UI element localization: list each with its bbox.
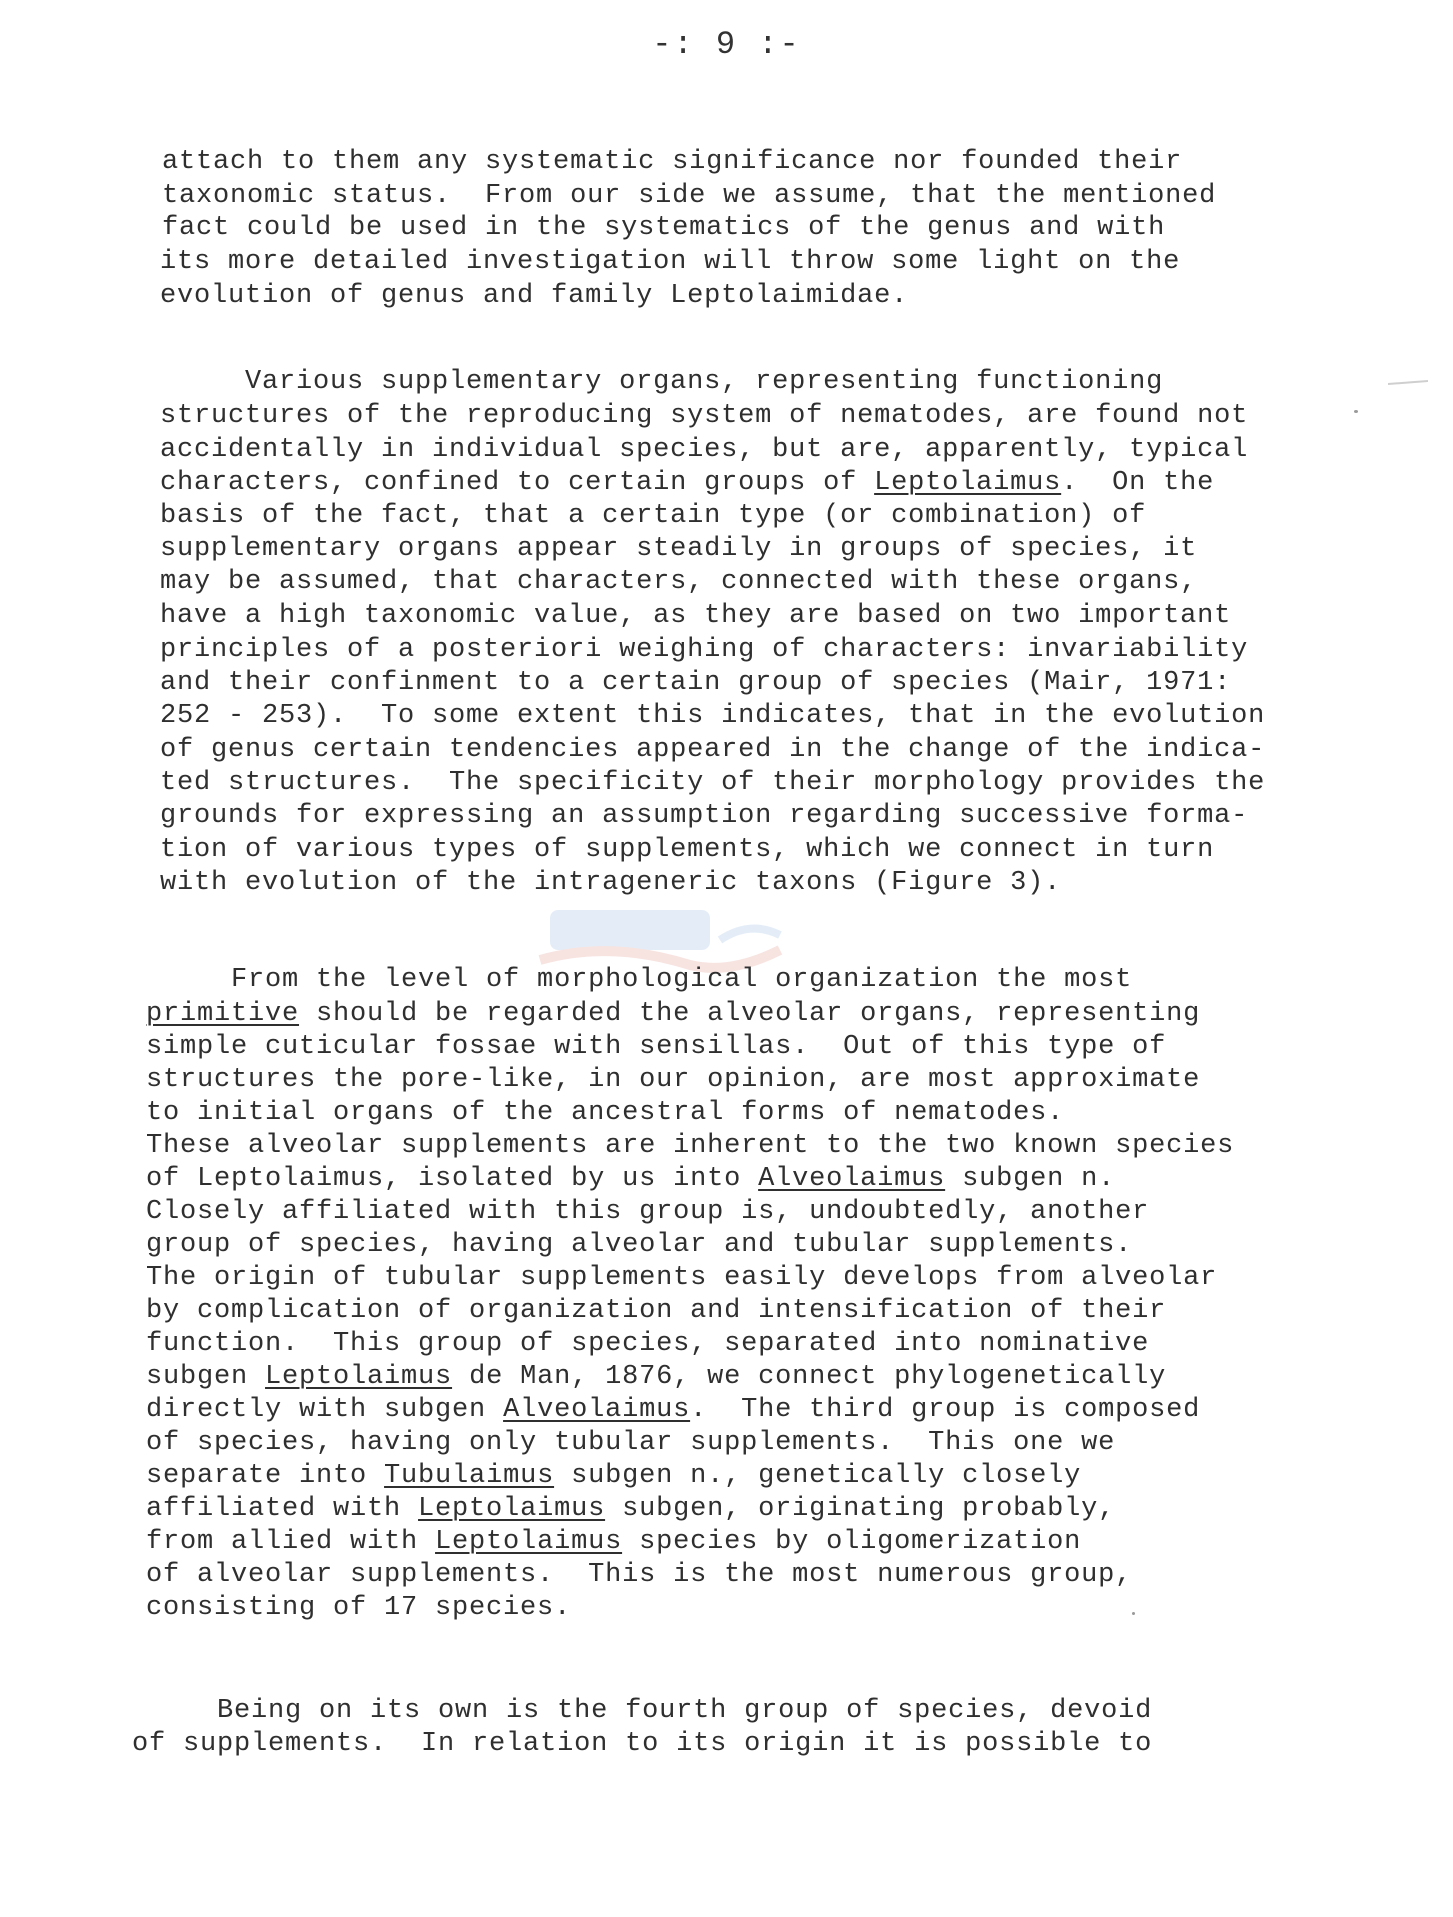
taxon-name: Alveolaimus: [758, 1164, 946, 1194]
text-line: [146, 1163, 1115, 1195]
text-segment: separate into: [146, 1461, 385, 1491]
text-line: [146, 998, 1200, 1030]
text-segment: of Leptolaimus, isolated by us into: [146, 1164, 759, 1194]
text-line: consisting of 17 species.: [146, 1593, 572, 1623]
taxon-name: Leptolaimus: [435, 1527, 623, 1557]
text-line: simple cuticular fossae with sensillas. Out of this type of: [146, 1032, 1167, 1062]
text-segment: characters, confined to certain groups of: [160, 468, 875, 498]
text-line: principles of a posteriori weighing of characters: invariability: [160, 635, 1249, 665]
text-line: [146, 1493, 1115, 1525]
text-segment: subgen n.: [945, 1164, 1116, 1194]
underlined-term: primitive: [146, 999, 300, 1029]
text-line: evolution of genus and family Leptolaimidae.: [160, 281, 909, 311]
text-line: and their confinment to a certain group of species (Mair, 1971:: [160, 668, 1232, 698]
text-line: taxonomic status. From our side we assume, that the mentioned: [162, 181, 1217, 211]
text-segment: from allied with: [146, 1527, 436, 1557]
text-line: Being on its own is the fourth group of species, devoid: [132, 1696, 1153, 1726]
text-line: ted structures. The specificity of their morphology provides the: [160, 768, 1266, 798]
scan-speck: [1132, 1612, 1135, 1615]
text-line: basis of the fact, that a certain type (or combination) of: [160, 501, 1147, 531]
text-line: have a high taxonomic value, as they are based on two important: [160, 601, 1232, 631]
text-line: to initial organs of the ancestral forms of nematodes.: [146, 1098, 1065, 1128]
text-segment: directly with subgen: [146, 1395, 504, 1425]
taxon-name: Tubulaimus: [384, 1461, 555, 1491]
text-line: of alveolar supplements. This is the most numerous group,: [146, 1560, 1133, 1590]
text-line: tion of various types of supplements, which we connect in turn: [160, 835, 1215, 865]
text-line: [160, 467, 1214, 499]
text-line: structures of the reproducing system of nematodes, are found not: [160, 401, 1249, 431]
text-line: structures the pore-like, in our opinion, are most approximate: [146, 1065, 1201, 1095]
text-segment: subgen: [146, 1362, 266, 1392]
text-line: Closely affiliated with this group is, undoubtedly, another: [146, 1197, 1150, 1227]
text-segment: affiliated with: [146, 1494, 419, 1524]
page-number: -: 9 :-: [652, 26, 801, 63]
taxon-name: Leptolaimus: [874, 468, 1062, 498]
text-line: group of species, having alveolar and tubular supplements.: [146, 1230, 1133, 1260]
margin-scratch-icon: [1388, 378, 1428, 388]
text-line: supplementary organs appear steadily in groups of species, it: [160, 534, 1198, 564]
scan-speck: [1354, 410, 1358, 413]
text-line: attach to them any systematic significance nor founded their: [162, 147, 1183, 177]
text-line: 252 - 253). To some extent this indicates, that in the evolution: [160, 701, 1266, 731]
text-line: of species, having only tubular supplements. This one we: [146, 1428, 1116, 1458]
text-segment: subgen, originating probably,: [605, 1494, 1116, 1524]
text-line: of supplements. In relation to its origin it is possible to: [132, 1729, 1153, 1759]
taxon-name: Leptolaimus: [265, 1362, 453, 1392]
text-line: From the level of morphological organization the most: [146, 965, 1133, 995]
text-line: by complication of organization and intensification of their: [146, 1296, 1167, 1326]
text-line: The origin of tubular supplements easily develops from alveolar: [146, 1263, 1218, 1293]
text-line: These alveolar supplements are inherent to the two known species: [146, 1131, 1235, 1161]
text-segment: . The third group is composed: [690, 1395, 1201, 1425]
text-line: fact could be used in the systematics of the genus and with: [162, 213, 1166, 243]
text-line: accidentally in individual species, but are, apparently, typical: [160, 435, 1249, 465]
text-line: its more detailed investigation will throw some light on the: [160, 247, 1181, 277]
text-segment: de Man, 1876, we connect phylogenetically: [452, 1362, 1167, 1392]
text-line: Various supplementary organs, representing functioning: [160, 367, 1164, 397]
text-line: of genus certain tendencies appeared in the change of the indica-: [160, 735, 1266, 765]
text-line: grounds for expressing an assumption regarding successive forma-: [160, 801, 1249, 831]
text-line: may be assumed, that characters, connected with these organs,: [160, 567, 1198, 597]
text-line: [146, 1394, 1200, 1426]
text-segment: . On the: [1061, 468, 1215, 498]
text-segment: subgen n., genetically closely: [554, 1461, 1082, 1491]
text-line: [146, 1361, 1166, 1393]
taxon-name: Alveolaimus: [503, 1395, 691, 1425]
text-line: function. This group of species, separated into nominative: [146, 1329, 1150, 1359]
taxon-name: Leptolaimus: [418, 1494, 606, 1524]
text-line: with evolution of the intrageneric taxons (Figure 3).: [160, 868, 1062, 898]
text-line: [146, 1526, 1081, 1558]
text-segment: species by oligomerization: [622, 1527, 1082, 1557]
text-line: [146, 1460, 1081, 1492]
text-segment: should be regarded the alveolar organs, representing: [299, 999, 1201, 1029]
